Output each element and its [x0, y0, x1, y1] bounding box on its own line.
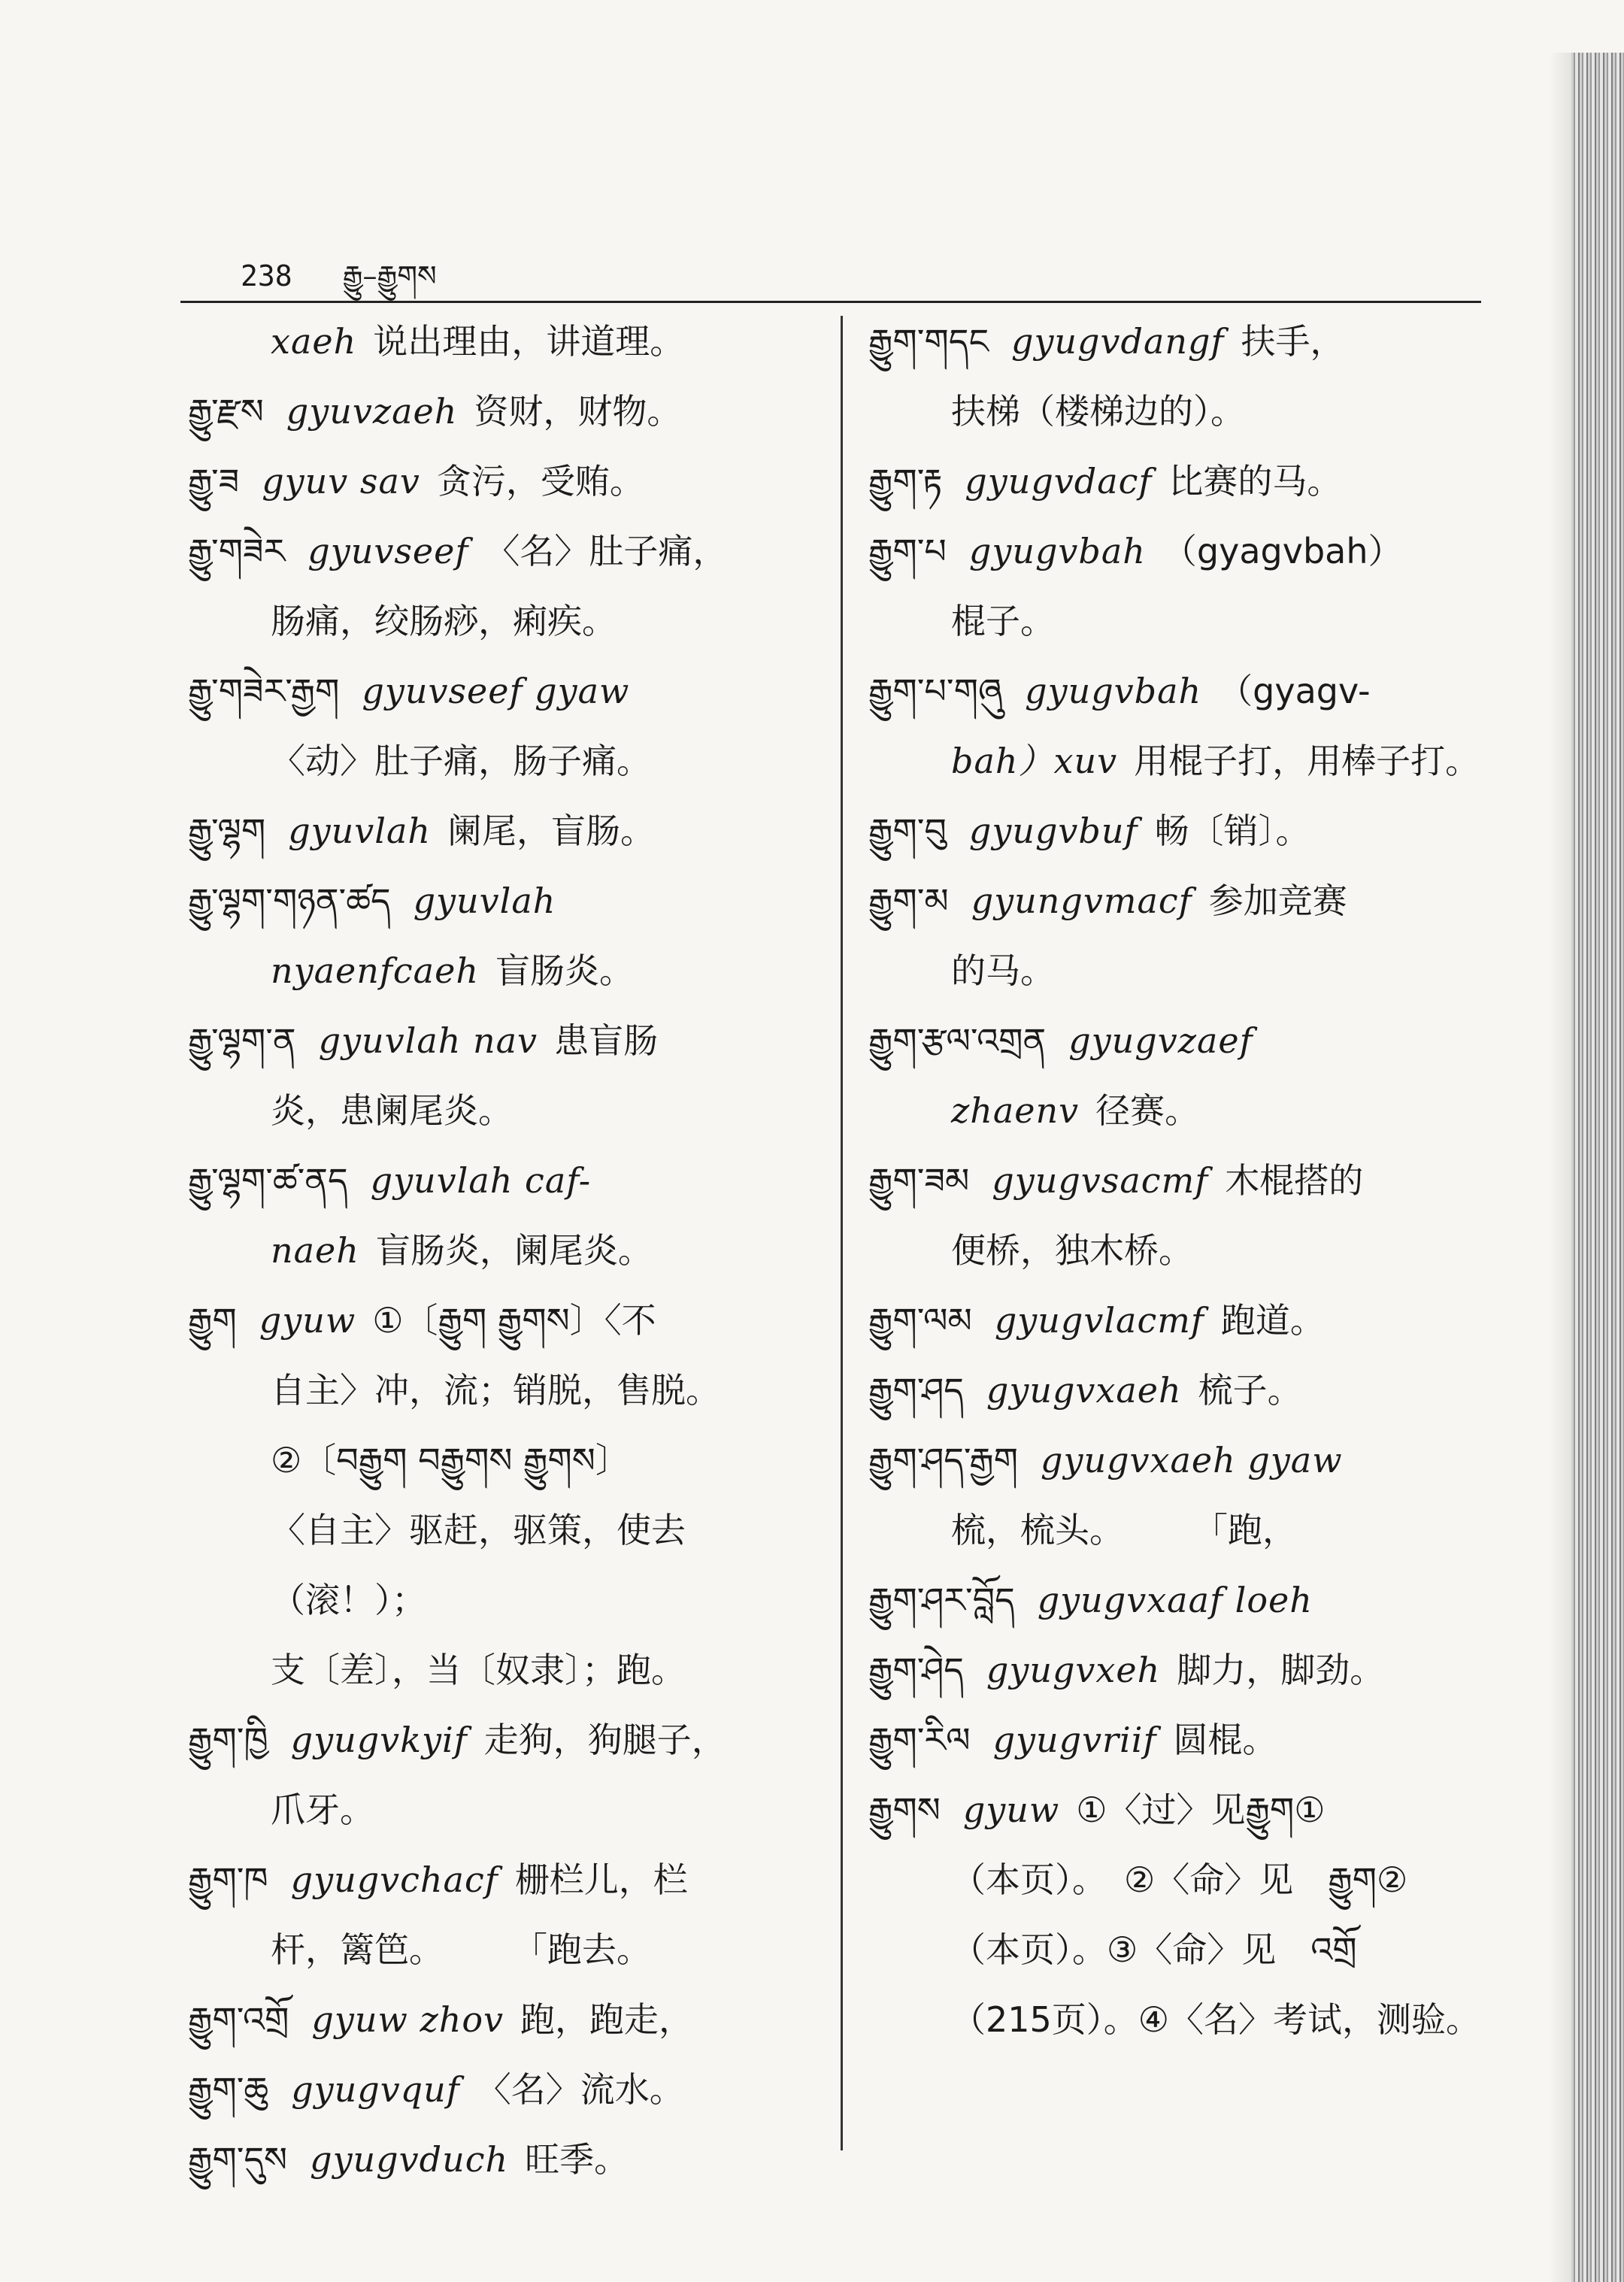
dictionary-entry: [868, 1565, 1485, 1635]
entry-continuation: [188, 1356, 820, 1426]
entry-continuation: [868, 1076, 1485, 1146]
romanization: gyugvquf: [291, 2069, 460, 2110]
definition: （gyagv-: [1218, 671, 1371, 711]
romanization: gyugvbuf: [968, 811, 1138, 851]
romanization: gyugvxaeh gyaw: [1041, 1440, 1343, 1480]
entry-continuation: [868, 726, 1485, 796]
dictionary-entry: [868, 1635, 1485, 1705]
binding-shadow: [1549, 53, 1571, 2282]
dictionary-entry: [188, 1146, 820, 1216]
definition: 爪牙。: [271, 1790, 374, 1830]
headword: རྒྱུགས: [868, 1790, 941, 1830]
romanization: gyugvsacmf: [992, 1160, 1209, 1201]
headword: རྒྱུག་ཤད་རྒྱག: [868, 1440, 1019, 1480]
headword: རྒྱུག་ཤེད: [868, 1650, 964, 1690]
definition: ①〔རྒྱུག རྒྱུགས〕〈不: [372, 1300, 656, 1341]
dictionary-entry: [868, 1705, 1485, 1775]
dictionary-entry: [188, 1705, 820, 1775]
dictionary-entry: [868, 656, 1485, 726]
definition: 〈自主〉驱赶，驱策，使去（滚！）；: [271, 1510, 686, 1620]
dictionary-entry: [188, 1286, 820, 1356]
definition: 跑道。: [1220, 1300, 1325, 1341]
headword: རྒྱུག་ཤད: [868, 1370, 964, 1411]
headword: རྒྱུ་ལྷག: [188, 811, 266, 851]
dictionary-entry: [868, 866, 1485, 936]
left-column: [188, 307, 820, 2195]
definition: 盲肠炎，阑尾炎。: [375, 1230, 653, 1271]
definition: 炎，患阑尾炎。: [271, 1090, 513, 1131]
definition: 栅栏儿，栏: [514, 1859, 688, 1900]
definition: 说出理由，讲道理。: [373, 321, 685, 362]
definition: （本页）。 ②〈命〉见 རྒྱུག②: [951, 1859, 1408, 1900]
headword: རྒྱུ་རྫས: [188, 391, 264, 432]
romanization: gyuvseef: [308, 531, 469, 571]
romanization: gyugvriif: [992, 1720, 1157, 1760]
definition: 阑尾，盲肠。: [447, 811, 656, 851]
dictionary-entry: [868, 1426, 1485, 1496]
romanization: gyuv sav: [262, 461, 420, 502]
romanization: gyugvbah: [968, 531, 1146, 571]
definition: （gyagvbah）: [1162, 531, 1403, 571]
definition: 便桥，独木桥。: [951, 1230, 1193, 1271]
definition: 扶手，: [1241, 321, 1345, 362]
dictionary-entry: [868, 1286, 1485, 1356]
definition: 扶梯（楼梯边的）。: [951, 391, 1245, 432]
dictionary-entry: [188, 2055, 820, 2125]
entry-continuation: [188, 726, 820, 796]
dictionary-entry: [868, 307, 1485, 377]
romanization: gyuvlah caf-: [370, 1160, 592, 1201]
romanization: gyungvmacf: [971, 880, 1192, 921]
definition: 〈动〉肚子痛，肠子痛。: [271, 741, 651, 781]
headword: རྒྱུག་ཤར་བློད: [868, 1580, 1015, 1620]
headword: རྒྱུ་གཟེར: [188, 531, 286, 571]
definition: 跑，跑走，: [520, 1999, 694, 2040]
book-binding-edge: [1571, 53, 1624, 2282]
dictionary-entry: [188, 447, 820, 517]
dictionary-entry: [868, 447, 1485, 517]
definition: 圆棍。: [1173, 1720, 1277, 1760]
entry-continuation: [188, 1426, 820, 1496]
definition: ①〈过〉见རྒྱུག①: [1076, 1790, 1326, 1830]
definition: 梳，梳头。 「跑，: [951, 1510, 1297, 1550]
definition: 〈名〉流水。: [476, 2069, 684, 2110]
definition: 自主〉冲，流；销脱，售脱。: [271, 1370, 720, 1411]
dictionary-entry: [868, 1775, 1485, 1845]
headword: རྒྱུ་གཟེར་རྒྱག: [188, 671, 340, 711]
entry-continuation: [188, 936, 820, 1006]
dictionary-entry: [868, 1006, 1485, 1076]
dictionary-entry: [188, 656, 820, 726]
headword: རྒྱུག་མ: [868, 880, 949, 921]
romanization: gyuw: [962, 1790, 1060, 1830]
dictionary-entry: [188, 517, 820, 586]
romanization: zhaenv: [951, 1090, 1080, 1131]
headword: རྒྱུག་ལམ: [868, 1300, 972, 1341]
dictionary-entry: [868, 1356, 1485, 1426]
definition: 径赛。: [1095, 1090, 1200, 1131]
romanization: gyuvzaeh: [286, 391, 458, 432]
romanization: gyuw zhov: [311, 1999, 504, 2040]
headword: རྒྱུག་རྩལ་འགྲན: [868, 1020, 1047, 1061]
entry-continuation: [188, 586, 820, 656]
entry-continuation: [868, 377, 1485, 447]
romanization: gyugvchacf: [290, 1859, 498, 1900]
definition: 畅〔销〕。: [1154, 811, 1310, 851]
entry-continuation: [188, 1775, 820, 1845]
right-column: [868, 307, 1485, 2055]
entry-continuation: [868, 1845, 1485, 1915]
romanization: gyugvlacmf: [994, 1300, 1204, 1341]
entry-continuation: [188, 1635, 820, 1705]
entry-continuation: [188, 307, 820, 377]
romanization: gyugvkyif: [290, 1720, 468, 1760]
definition: 木棍搭的: [1225, 1160, 1364, 1201]
romanization: gyuvlah nav: [318, 1020, 538, 1061]
definition: 走狗，狗腿子，: [483, 1720, 726, 1760]
definition: （215页）。④〈名〉考试，测验。: [951, 1999, 1481, 2040]
romanization: gyugvxaaf loeh: [1037, 1580, 1313, 1620]
headword: རྒྱུག་པ: [868, 531, 947, 571]
romanization: bah）xuv: [951, 741, 1118, 781]
romanization: gyuvlah: [288, 811, 432, 851]
headword: རྒྱུག་ཁ: [188, 1859, 268, 1900]
entry-continuation: [188, 1216, 820, 1286]
entry-continuation: [868, 1496, 1485, 1565]
romanization: gyugvxeh: [986, 1650, 1161, 1690]
definition: ②〔བརྒྱུག བརྒྱུགས རྒྱུགས〕: [271, 1440, 630, 1480]
dictionary-entry: [188, 2125, 820, 2195]
headword: རྒྱུག་འགྲོ: [188, 1999, 289, 2040]
romanization: naeh: [271, 1230, 359, 1271]
definition: 〈名〉肚子痛，: [485, 531, 728, 571]
definition: 杆，篱笆。 「跑去。: [271, 1929, 651, 1970]
dictionary-entry: [188, 1985, 820, 2055]
headword: རྒྱུག: [188, 1300, 237, 1341]
entry-continuation: [868, 586, 1485, 656]
headword: རྒྱུག་རིལ: [868, 1720, 971, 1760]
definition: 的马。: [951, 950, 1055, 991]
headword: རྒྱུ་ཟ: [188, 461, 240, 502]
headword: རྒྱུ་ལྷག་ན: [188, 1020, 296, 1061]
romanization: gyugvzaef: [1068, 1020, 1253, 1061]
entry-continuation: [188, 1915, 820, 1985]
romanization: xaeh: [271, 321, 357, 362]
romanization: gyuw: [259, 1300, 356, 1341]
definition: 贪污，受贿。: [436, 461, 644, 502]
dictionary-entry: [188, 796, 820, 866]
romanization: gyugvxaeh: [986, 1370, 1182, 1411]
headword: རྒྱུག་བུ: [868, 811, 947, 851]
headword: རྒྱུག་ཁྱི: [188, 1720, 268, 1760]
definition: 棍子。: [951, 601, 1055, 641]
definition: 比赛的马。: [1168, 461, 1342, 502]
definition: 梳子。: [1198, 1370, 1302, 1411]
definition: （本页）。③〈命〉见 འགྲོ: [951, 1929, 1357, 1970]
romanization: gyugvdacf: [965, 461, 1153, 502]
romanization: gyugvdangf: [1011, 321, 1225, 362]
romanization: gyugvbah: [1025, 671, 1202, 711]
page-number: 238: [241, 259, 292, 292]
definition: 脚力，脚劲。: [1177, 1650, 1385, 1690]
headword: རྒྱུག་པ་གཞུ: [868, 671, 1003, 711]
romanization: gyuvlah: [413, 880, 556, 921]
headword: རྒྱུ་ལྷག་ཚ་ནད: [188, 1160, 348, 1201]
headword: རྒྱུ་ལྷག་གཉན་ཚད: [188, 880, 391, 921]
headword: རྒྱུག་རྟ: [868, 461, 943, 502]
dictionary-entry: [188, 377, 820, 447]
definition: 患盲肠: [554, 1020, 659, 1061]
definition: 支〔差〕，当〔奴隶〕；跑。: [271, 1650, 686, 1690]
entry-continuation: [188, 1076, 820, 1146]
entry-continuation: [868, 1985, 1485, 2055]
headword: རྒྱུག་ཟམ: [868, 1160, 970, 1201]
definition: 肠痛，绞肠痧，痢疾。: [271, 601, 617, 641]
dictionary-entry: [188, 1006, 820, 1076]
romanization: gyuvseef gyaw: [362, 671, 630, 711]
headword: རྒྱུག་དུས: [188, 2139, 288, 2180]
definition: 参加竞赛: [1208, 880, 1347, 921]
romanization: gyugvduch: [310, 2139, 509, 2180]
column-divider: [841, 316, 843, 2150]
romanization: nyaenfcaeh: [271, 950, 479, 991]
headword: རྒྱུག་གདང: [868, 321, 989, 362]
header-rule: [180, 301, 1481, 303]
dictionary-entry: [188, 1845, 820, 1915]
dictionary-entry: [188, 866, 820, 936]
definition: 盲肠炎。: [495, 950, 634, 991]
entry-continuation: [868, 1216, 1485, 1286]
entry-continuation: [188, 1496, 820, 1635]
headword: རྒྱུག་ཆུ: [188, 2069, 269, 2110]
dictionary-entry: [868, 517, 1485, 586]
dictionary-entry: [868, 1146, 1485, 1216]
running-title: རྒྱུ–རྒྱུགས: [342, 259, 437, 292]
definition: 资财，财物。: [474, 391, 682, 432]
definition: 旺季。: [525, 2139, 629, 2180]
entry-continuation: [868, 1915, 1485, 1985]
dictionary-entry: [868, 796, 1485, 866]
entry-continuation: [868, 936, 1485, 1006]
definition: 用棍子打，用棒子打。: [1134, 741, 1480, 781]
